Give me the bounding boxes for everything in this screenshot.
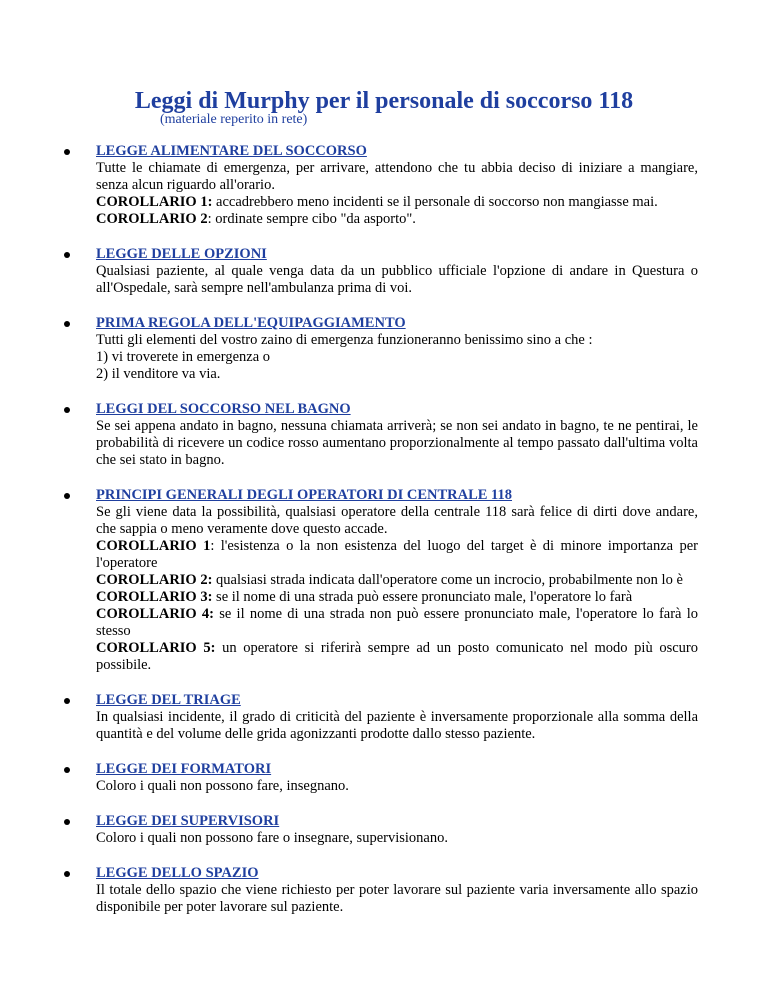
law-title-link[interactable]: PRINCIPI GENERALI DEGLI OPERATORI DI CENTRALE 118 xyxy=(96,487,513,503)
law-title-link[interactable]: LEGGE DEI FORMATORI xyxy=(96,761,272,777)
law-title-link[interactable]: PRIMA REGOLA DELL'EQUIPAGGIAMENTO xyxy=(96,315,406,331)
list-item-law-bagno xyxy=(96,401,698,469)
corollary-2 xyxy=(96,211,698,228)
corollary-5 xyxy=(96,640,698,674)
list-item-law-triage xyxy=(96,692,698,743)
corollary-text: un operatore si riferirà sempre ad un posto comunicato nel modo più oscuro possibile. xyxy=(96,640,698,673)
law-title-link[interactable]: LEGGI DEL SOCCORSO NEL BAGNO xyxy=(96,401,351,417)
corollary-4 xyxy=(96,606,698,640)
corollary-text: : l'esistenza o la non esistenza del luogo del target è di minore importanza per l'operatore xyxy=(96,538,698,571)
law-title-link[interactable]: LEGGE DEL TRIAGE xyxy=(96,692,241,708)
law-title-link[interactable]: LEGGE DEI SUPERVISORI xyxy=(96,813,280,829)
list-item-law-supervisori xyxy=(96,813,698,847)
corollary-1 xyxy=(96,194,698,211)
corollary-1 xyxy=(96,538,698,572)
law-text: 1) vi troverete in emergenza o xyxy=(96,349,271,365)
corollary-label: COROLLARIO 1 xyxy=(96,538,211,554)
bullet-icon xyxy=(64,767,70,773)
corollary-label: COROLLARIO 2: xyxy=(96,572,213,588)
law-text: Qualsiasi paziente, al quale venga data da un pubblico ufficiale l'opzione di andare in Questura o all'Ospedale, sarà sempre nell'ambulanza prima di voi. xyxy=(96,263,698,296)
law-text: Il totale dello spazio che viene richiesto per poter lavorare sul paziente varia inversamente allo spazio disponibile per poter lavorare sul paziente. xyxy=(96,882,698,915)
law-text: Tutti gli elementi del vostro zaino di emergenza funzioneranno benissimo sino a che : xyxy=(96,332,593,348)
corollary-text: qualsiasi strada indicata dall'operatore come un incrocio, probabilmente non lo è xyxy=(212,572,683,588)
law-title-link[interactable]: LEGGE DELLO SPAZIO xyxy=(96,865,259,881)
corollary-label: COROLLARIO 1: xyxy=(96,194,213,210)
law-text: Tutte le chiamate di emergenza, per arrivare, attendono che tu abbia deciso di iniziare a mangiare, senza alcun riguardo all'orario. xyxy=(96,160,698,193)
bullet-icon xyxy=(64,493,70,499)
bullet-icon xyxy=(64,819,70,825)
corollary-label: COROLLARIO 2 xyxy=(96,211,208,227)
corollary-2 xyxy=(96,572,698,589)
laws-list xyxy=(96,143,698,934)
law-text: Se sei appena andato in bagno, nessuna chiamata arriverà; se non sei andato in bagno, te ne pentirai, le probabilità di ricevere un codice rosso aumentano proporzionalmente al tempo passato dall'ultima volta che sei stato in bagno. xyxy=(96,418,698,468)
page-subtitle: (materiale reperito in rete) xyxy=(160,112,308,127)
bullet-icon xyxy=(64,407,70,413)
page-title: Leggi di Murphy per il personale di soccorso 118 xyxy=(134,88,634,114)
corollary-text: se il nome di una strada può essere pronunciato male, l'operatore lo farà xyxy=(212,589,633,605)
law-text: Coloro i quali non possono fare, insegnano. xyxy=(96,778,349,794)
law-text: In qualsiasi incidente, il grado di criticità del paziente è inversamente proporzionale alla somma della quantità e del volume delle grida agonizzanti prodotte dallo stesso paziente. xyxy=(96,709,698,742)
list-item-law-equipaggiamento xyxy=(96,315,698,383)
list-item-law-spazio xyxy=(96,865,698,916)
law-text: Coloro i quali non possono fare o insegnare, supervisionano. xyxy=(96,830,448,846)
list-item-law-centrale xyxy=(96,487,698,674)
bullet-icon xyxy=(64,871,70,877)
bullet-icon xyxy=(64,321,70,327)
list-item-law-alimentare xyxy=(96,143,698,228)
list-item-law-formatori xyxy=(96,761,698,795)
corollary-label: COROLLARIO 5: xyxy=(96,640,216,656)
list-item-law-opzioni xyxy=(96,246,698,297)
law-title-link[interactable]: LEGGE ALIMENTARE DEL SOCCORSO xyxy=(96,143,367,159)
bullet-icon xyxy=(64,149,70,155)
corollary-text: : ordinate sempre cibo "da asporto". xyxy=(207,211,416,227)
corollary-text: accadrebbero meno incidenti se il personale di soccorso non mangiasse mai. xyxy=(212,194,658,210)
law-text: Se gli viene data la possibilità, qualsiasi operatore della centrale 118 sarà felice di dirti dove andare, che sappia o meno veramente dove questo accade. xyxy=(96,504,698,537)
corollary-label: COROLLARIO 4: xyxy=(96,606,215,622)
bullet-icon xyxy=(64,252,70,258)
corollary-text: se il nome di una strada non può essere pronunciato male, l'operatore lo farà lo stesso xyxy=(96,606,698,639)
bullet-icon xyxy=(64,698,70,704)
corollary-3 xyxy=(96,589,698,606)
law-title-link[interactable]: LEGGE DELLE OPZIONI xyxy=(96,246,267,262)
corollary-label: COROLLARIO 3: xyxy=(96,589,213,605)
law-text: 2) il venditore va via. xyxy=(96,366,221,382)
